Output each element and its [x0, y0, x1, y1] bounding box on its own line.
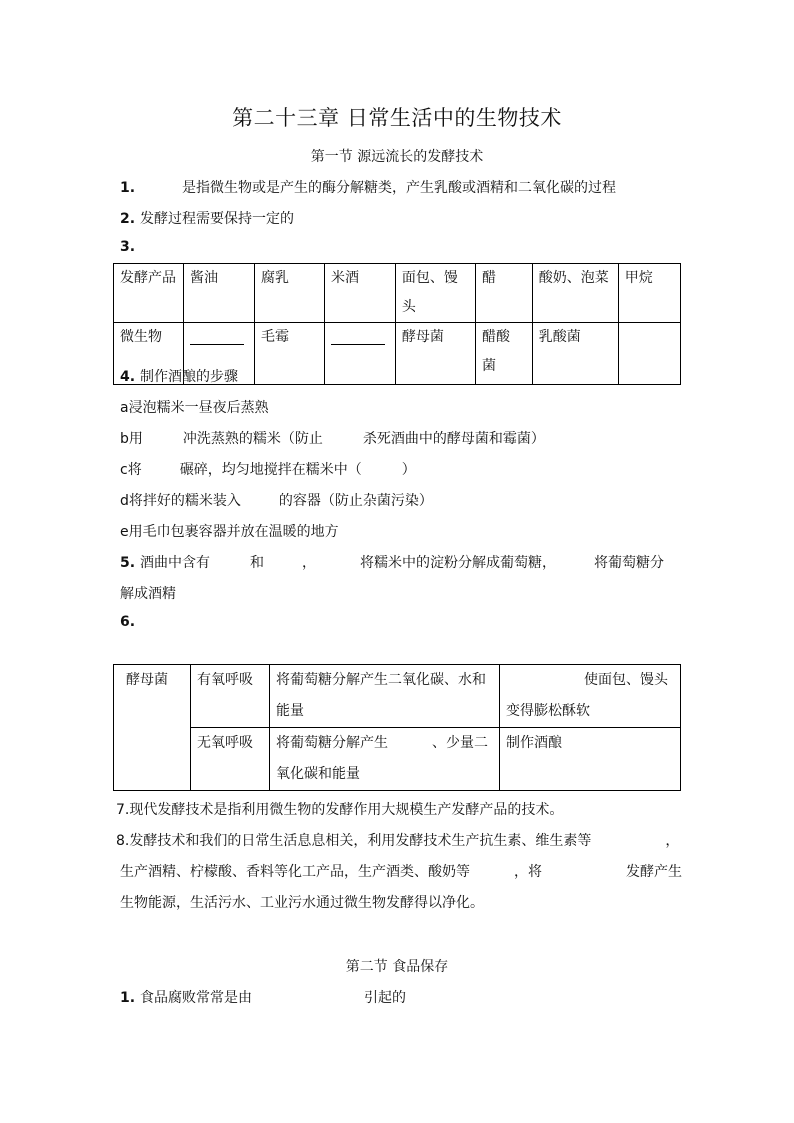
- question-number: 1.: [120, 990, 136, 1006]
- question-text: ，: [302, 555, 316, 571]
- table-cell: 乳酸菌: [532, 323, 618, 385]
- section2-title: 第二节 食品保存: [345, 959, 449, 975]
- table-cell: [500, 665, 681, 728]
- question-5: [120, 552, 664, 572]
- question-text: 发酵过程需要保持一定的: [140, 211, 294, 227]
- table-cell: 有氧呼吸: [191, 665, 270, 728]
- table-cell: 发酵产品: [114, 264, 184, 323]
- section2-question-1: [120, 987, 406, 1007]
- question-number: 2.: [120, 211, 136, 227]
- table-cell: [476, 323, 533, 385]
- question-text: 将糯米中的淀粉分解成葡萄糖，: [360, 555, 556, 571]
- question-text: 食品腐败常常是由: [140, 990, 252, 1006]
- table-cell: 微生物: [114, 323, 184, 385]
- question-number: 5.: [120, 555, 136, 571]
- step-a: a浸泡糯米一昼夜后蒸熟: [120, 400, 269, 416]
- step-text: 的容器（防止杂菌污染）: [278, 493, 433, 509]
- question-number: 6.: [120, 614, 136, 630]
- cell-text: 醋酸菌: [482, 329, 511, 374]
- table-cell: 醋: [476, 264, 533, 323]
- table-cell: [270, 728, 500, 791]
- question-7: 7.现代发酵技术是指利用微生物的发酵作用大规模生产发酵产品的技术。: [116, 802, 564, 818]
- cell-text: 变得膨松酥软: [506, 703, 590, 719]
- step-text: 杀死酒曲中的酵母菌和霉菌）: [362, 431, 545, 447]
- step-e: e用毛巾包裹容器并放在温暖的地方: [120, 524, 339, 540]
- question-1: [120, 177, 616, 197]
- step-text: 碾碎，均匀地搅拌在糯米中（: [179, 462, 362, 478]
- table-cell: 无氧呼吸: [191, 728, 270, 791]
- section1-title: 第一节 源远流长的发酵技术: [310, 149, 484, 165]
- table-cell: [270, 665, 500, 728]
- question-text: 和: [250, 555, 264, 571]
- step-text: c将: [120, 462, 142, 478]
- question-5-cont: 解成酒精: [120, 586, 176, 602]
- table-cell: 毛霉: [254, 323, 324, 385]
- table-cell: 甲烷: [618, 264, 680, 323]
- question-text: 发酵产生: [626, 864, 682, 880]
- question-text: 酒曲中含有: [140, 555, 210, 571]
- question-3: [120, 239, 135, 255]
- question-8-line3: 生物能源，生活污水、工业污水通过微生物发酵得以净化。: [120, 895, 484, 911]
- question-2: [120, 208, 294, 228]
- table-row: [114, 728, 681, 791]
- step-d: [120, 490, 433, 510]
- step-text: ）: [401, 462, 416, 478]
- table-cell: 米酒: [325, 264, 396, 323]
- cell-text: 能量: [276, 703, 304, 719]
- question-4: [120, 366, 238, 386]
- question-8: [116, 830, 679, 850]
- question-text: 制作酒酿的步骤: [140, 369, 238, 385]
- step-text: 冲洗蒸熟的糯米（防止: [182, 431, 323, 447]
- question-text: ，将: [514, 864, 542, 880]
- cell-text: 将葡萄糖分解产生二氧化碳、水和: [276, 672, 486, 688]
- step-text: d将拌好的糯米装入: [120, 493, 241, 509]
- cell-text: 氧化碳和能量: [276, 766, 360, 782]
- table-cell: 酱油: [184, 264, 255, 323]
- question-text: 是指微生物或是产生的酶分解糖类，产生乳酸或酒精和二氧化碳的过程: [182, 180, 616, 196]
- table-row: [114, 264, 681, 323]
- question-text: 生产酒精、柠檬酸、香料等化工产品，生产酒类、酸奶等: [120, 864, 470, 880]
- table-cell: 制作酒酿: [500, 728, 681, 791]
- table-cell: 面包、馒头: [395, 264, 475, 323]
- table-cell: 腐乳: [254, 264, 324, 323]
- yeast-table: [113, 664, 681, 791]
- question-text: 8.发酵技术和我们的日常生活息息相关，利用发酵技术生产抗生素、维生素等: [116, 833, 592, 849]
- question-number: 3.: [120, 239, 136, 255]
- answer-blank: [331, 330, 385, 345]
- question-number: 4.: [120, 369, 136, 385]
- step-text: b用: [120, 431, 143, 447]
- table-row: [114, 665, 681, 728]
- chapter-title: 第二十三章 日常生活中的生物技术: [232, 106, 562, 130]
- table-cell: [618, 323, 680, 385]
- table-cell: 酵母菌: [114, 665, 191, 791]
- question-text: 将葡萄糖分: [594, 555, 664, 571]
- answer-blank: [190, 330, 244, 345]
- step-b: [120, 428, 545, 448]
- table-cell: 酵母菌: [395, 323, 475, 385]
- question-number: 1.: [120, 180, 136, 196]
- table-cell: 酸奶、泡菜: [532, 264, 618, 323]
- cell-text: 将葡萄糖分解产生 、少量二: [276, 735, 488, 751]
- question-text: 引起的: [364, 990, 406, 1006]
- question-text: ，: [665, 833, 680, 849]
- question-6: [120, 614, 135, 630]
- question-8-line2: [120, 861, 682, 881]
- cell-text: 使面包、馒头: [584, 672, 668, 688]
- table-cell: [325, 323, 396, 385]
- step-c: [120, 459, 416, 479]
